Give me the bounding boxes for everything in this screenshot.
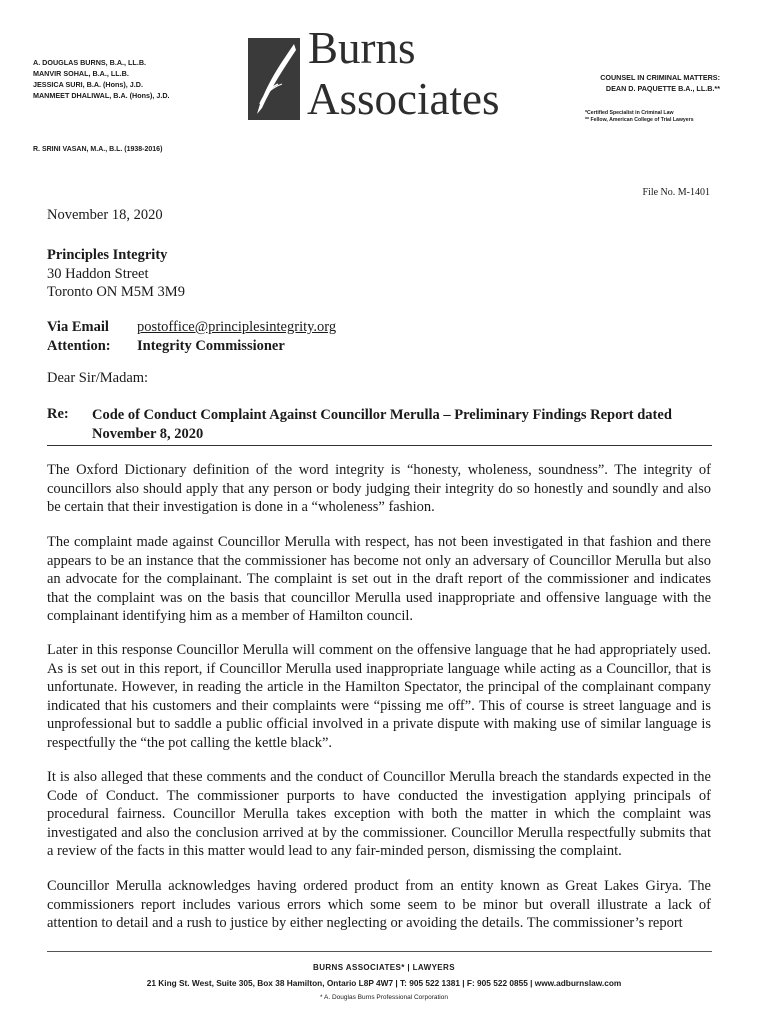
via-email-label: Via Email (47, 319, 109, 335)
body-paragraph: It is also alleged that these comments and the conduct of Councillor Merulla breach the standards expected in the Code of Conduct. The commissioner purports to have conducted the investigation applying principals of procedural fairness. Councillor Merulla takes exception with both the matter in which the complaint was investigated and also the conclusion arrived at by the commissioner. Councillor Merulla respectfully submits that a review of the facts in this matter would lead to any fair-minded person, dismissing the complaint. (47, 769, 711, 859)
attention-value: Integrity Commissioner (137, 338, 285, 354)
recipient-city: Toronto ON M5M 3M9 (47, 284, 185, 300)
re-subject-line: November 8, 2020 (92, 425, 204, 442)
letter-date: November 18, 2020 (47, 207, 163, 223)
footer-divider (47, 951, 712, 952)
re-label: Re: (47, 406, 69, 422)
body-paragraph: The Oxford Dictionary definition of the word integrity is “honesty, wholeness, soundness”. The integrity of councillors also should apply that any person or body judging their integrity do so honestly and soundly and also be certain that their investigation is done in a “wholeness” fashion. (47, 462, 711, 515)
counsel-note: ** Fellow, American College of Trial Lawyers (585, 117, 694, 123)
lawyer-list (33, 57, 170, 101)
subject-divider (47, 445, 712, 446)
footer-corporation: * A. Douglas Burns Professional Corporation (320, 994, 448, 1001)
firm-logo-icon (248, 38, 300, 120)
re-subject (92, 406, 712, 443)
lawyer-name: MANMEET DHALIWAL, B.A. (Hons), J.D. (33, 91, 170, 100)
counsel-notes (570, 110, 720, 124)
recipient-name: Principles Integrity (47, 247, 168, 263)
counsel-name: DEAN D. PAQUETTE B.A., LL.B.** (605, 84, 720, 93)
counsel-note: *Certified Specialist in Criminal Law (585, 110, 674, 116)
body-paragraph: Councillor Merulla acknowledges having ordered product from an entity known as Great Lakes Girya. The commissioners report includes various errors which some seem to be minor but overall illustrate a lack of attention to detail and a rush to justice by either neglecting or avoiding the details. The commissioner’s report (47, 878, 711, 931)
counsel-heading: COUNSEL IN CRIMINAL MATTERS: (600, 73, 720, 82)
lawyer-name: MANVIR SOHAL, B.A., LL.B. (33, 69, 129, 78)
firm-name-line2: Associates (307, 74, 500, 124)
lawyer-name: JESSICA SURI, B.A. (Hons), J.D. (33, 80, 143, 89)
firm-name-line1: Burns (308, 23, 416, 73)
lawyer-name: A. DOUGLAS BURNS, B.A., LL.B. (33, 58, 147, 67)
recipient-street: 30 Haddon Street (47, 265, 149, 282)
recipient-email-link[interactable]: postoffice@principlesintegrity.org (137, 319, 337, 335)
salutation: Dear Sir/Madam: (47, 370, 149, 386)
footer-address: 21 King St. West, Suite 305, Box 38 Hamilton, Ontario L8P 4W7 | T: 905 522 1381 | F: 905 522 0855 | www.adburnslaw.com (146, 978, 622, 988)
footer-firm: BURNS ASSOCIATES* | LAWYERS (313, 963, 455, 972)
recipient-address (47, 246, 185, 302)
delivery-block (47, 318, 336, 356)
counsel-block (570, 72, 720, 94)
body-paragraph: The complaint made against Councillor Merulla with respect, has not been investigated in that fashion and there appears to be an instance that the commissioner has become not only an adversary of Councillor Merulla but also an advocate for the complainant. The complaint is set out in the draft report of the commissioner and indicates that the complaint was on the basis that councillor Merulla used inappropriate and offensive language with the complainant identifying him as a member of Hamilton council. (47, 534, 711, 624)
attention-label: Attention: (47, 338, 111, 354)
body-paragraph: Later in this response Councillor Merulla will comment on the offensive language that he had appropriately used. As is set out in this report, if Councillor Merulla used inappropriate language while acting as a Councillor, that is unfortunate. However, in reading the article in the Hamilton Spectator, the principal of the complainant company indicated that his customers and their complaints were “pissing me off”. This of course is street language and is unprofessional but to saddle a public official involved in a private dispute with making use of similar language is respectfully the “the pot calling the kettle black”. (47, 642, 711, 751)
file-number: File No. M-1401 (642, 187, 710, 198)
former-partner: R. SRINI VASAN, M.A., B.L. (1938-2016) (33, 146, 163, 153)
re-subject-line: Code of Conduct Complaint Against Councillor Merulla – Preliminary Findings Report dated (92, 407, 672, 423)
